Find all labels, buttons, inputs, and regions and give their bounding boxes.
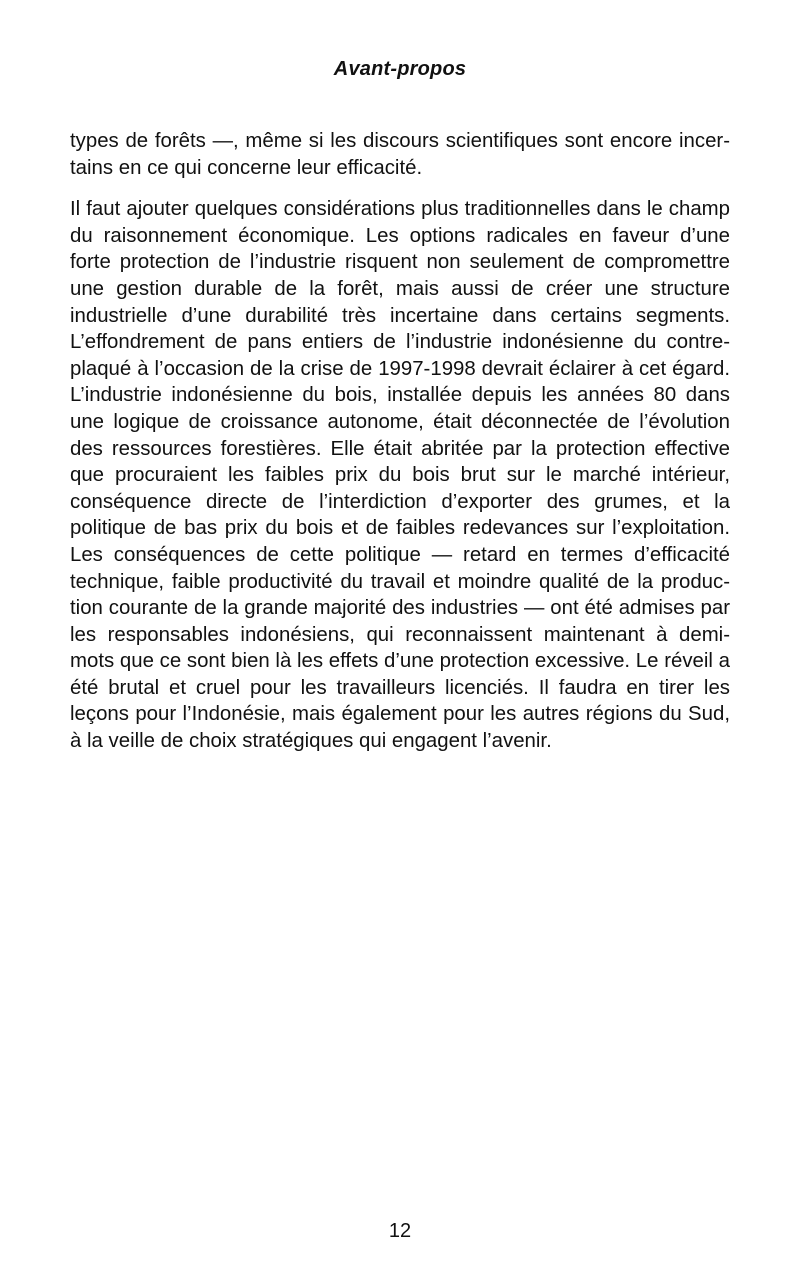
paragraph-economic-considerations: Il faut ajouter quelques considérations plus traditionnelles dans le champ du raisonnement économique. Les options radicales en faveur d’une forte protection de l’industrie risquent non seulement de compromettre une gestion durable de la forêt, mais aussi de créer une structure industrielle d’une durabilité très incertaine dans certains segments. L’effondrement de pans entiers de l’industrie indonésienne du contreplaqué à l’occasion de la crise de 1997-1998 devrait éclairer à cet égard. L’industrie indonésienne du bois, installée depuis les années 80 dans une logique de croissance autonome, était déconnectée de l’évolution des ressources forestières. Elle était abritée par la protection effective que procuraient les faibles prix du bois brut sur le marché intérieur, conséquence directe de l’interdiction d’exporter des grumes, et la politique de bas prix du bois et de faibles redevances sur l’exploitation. Les conséquences de cette politique — retard en termes d’efficacité technique, faible productivité du travail et moindre qualité de la production courante de la grande majorité des industries — ont été admises par les responsables indonésiens, qui reconnaissent maintenant à demi-mots que ce sont bien là les effets d’une protection excessive. Le réveil a été brutal et cruel pour les travailleurs licenciés. Il faudra en tirer les leçons pour l’Indonésie, mais également pour les autres régions du Sud, à la veille de choix stratégiques qui engagent l’avenir. <box>70 198 730 753</box>
paragraph-continuation: types de forêts —, même si les discours scientifiques sont encore incertains en ce qui concerne leur efficacité. <box>70 130 730 179</box>
page-number: 12 <box>388 1220 412 1242</box>
body-text <box>70 128 730 755</box>
page-header-title: Avant-propos <box>333 58 467 80</box>
